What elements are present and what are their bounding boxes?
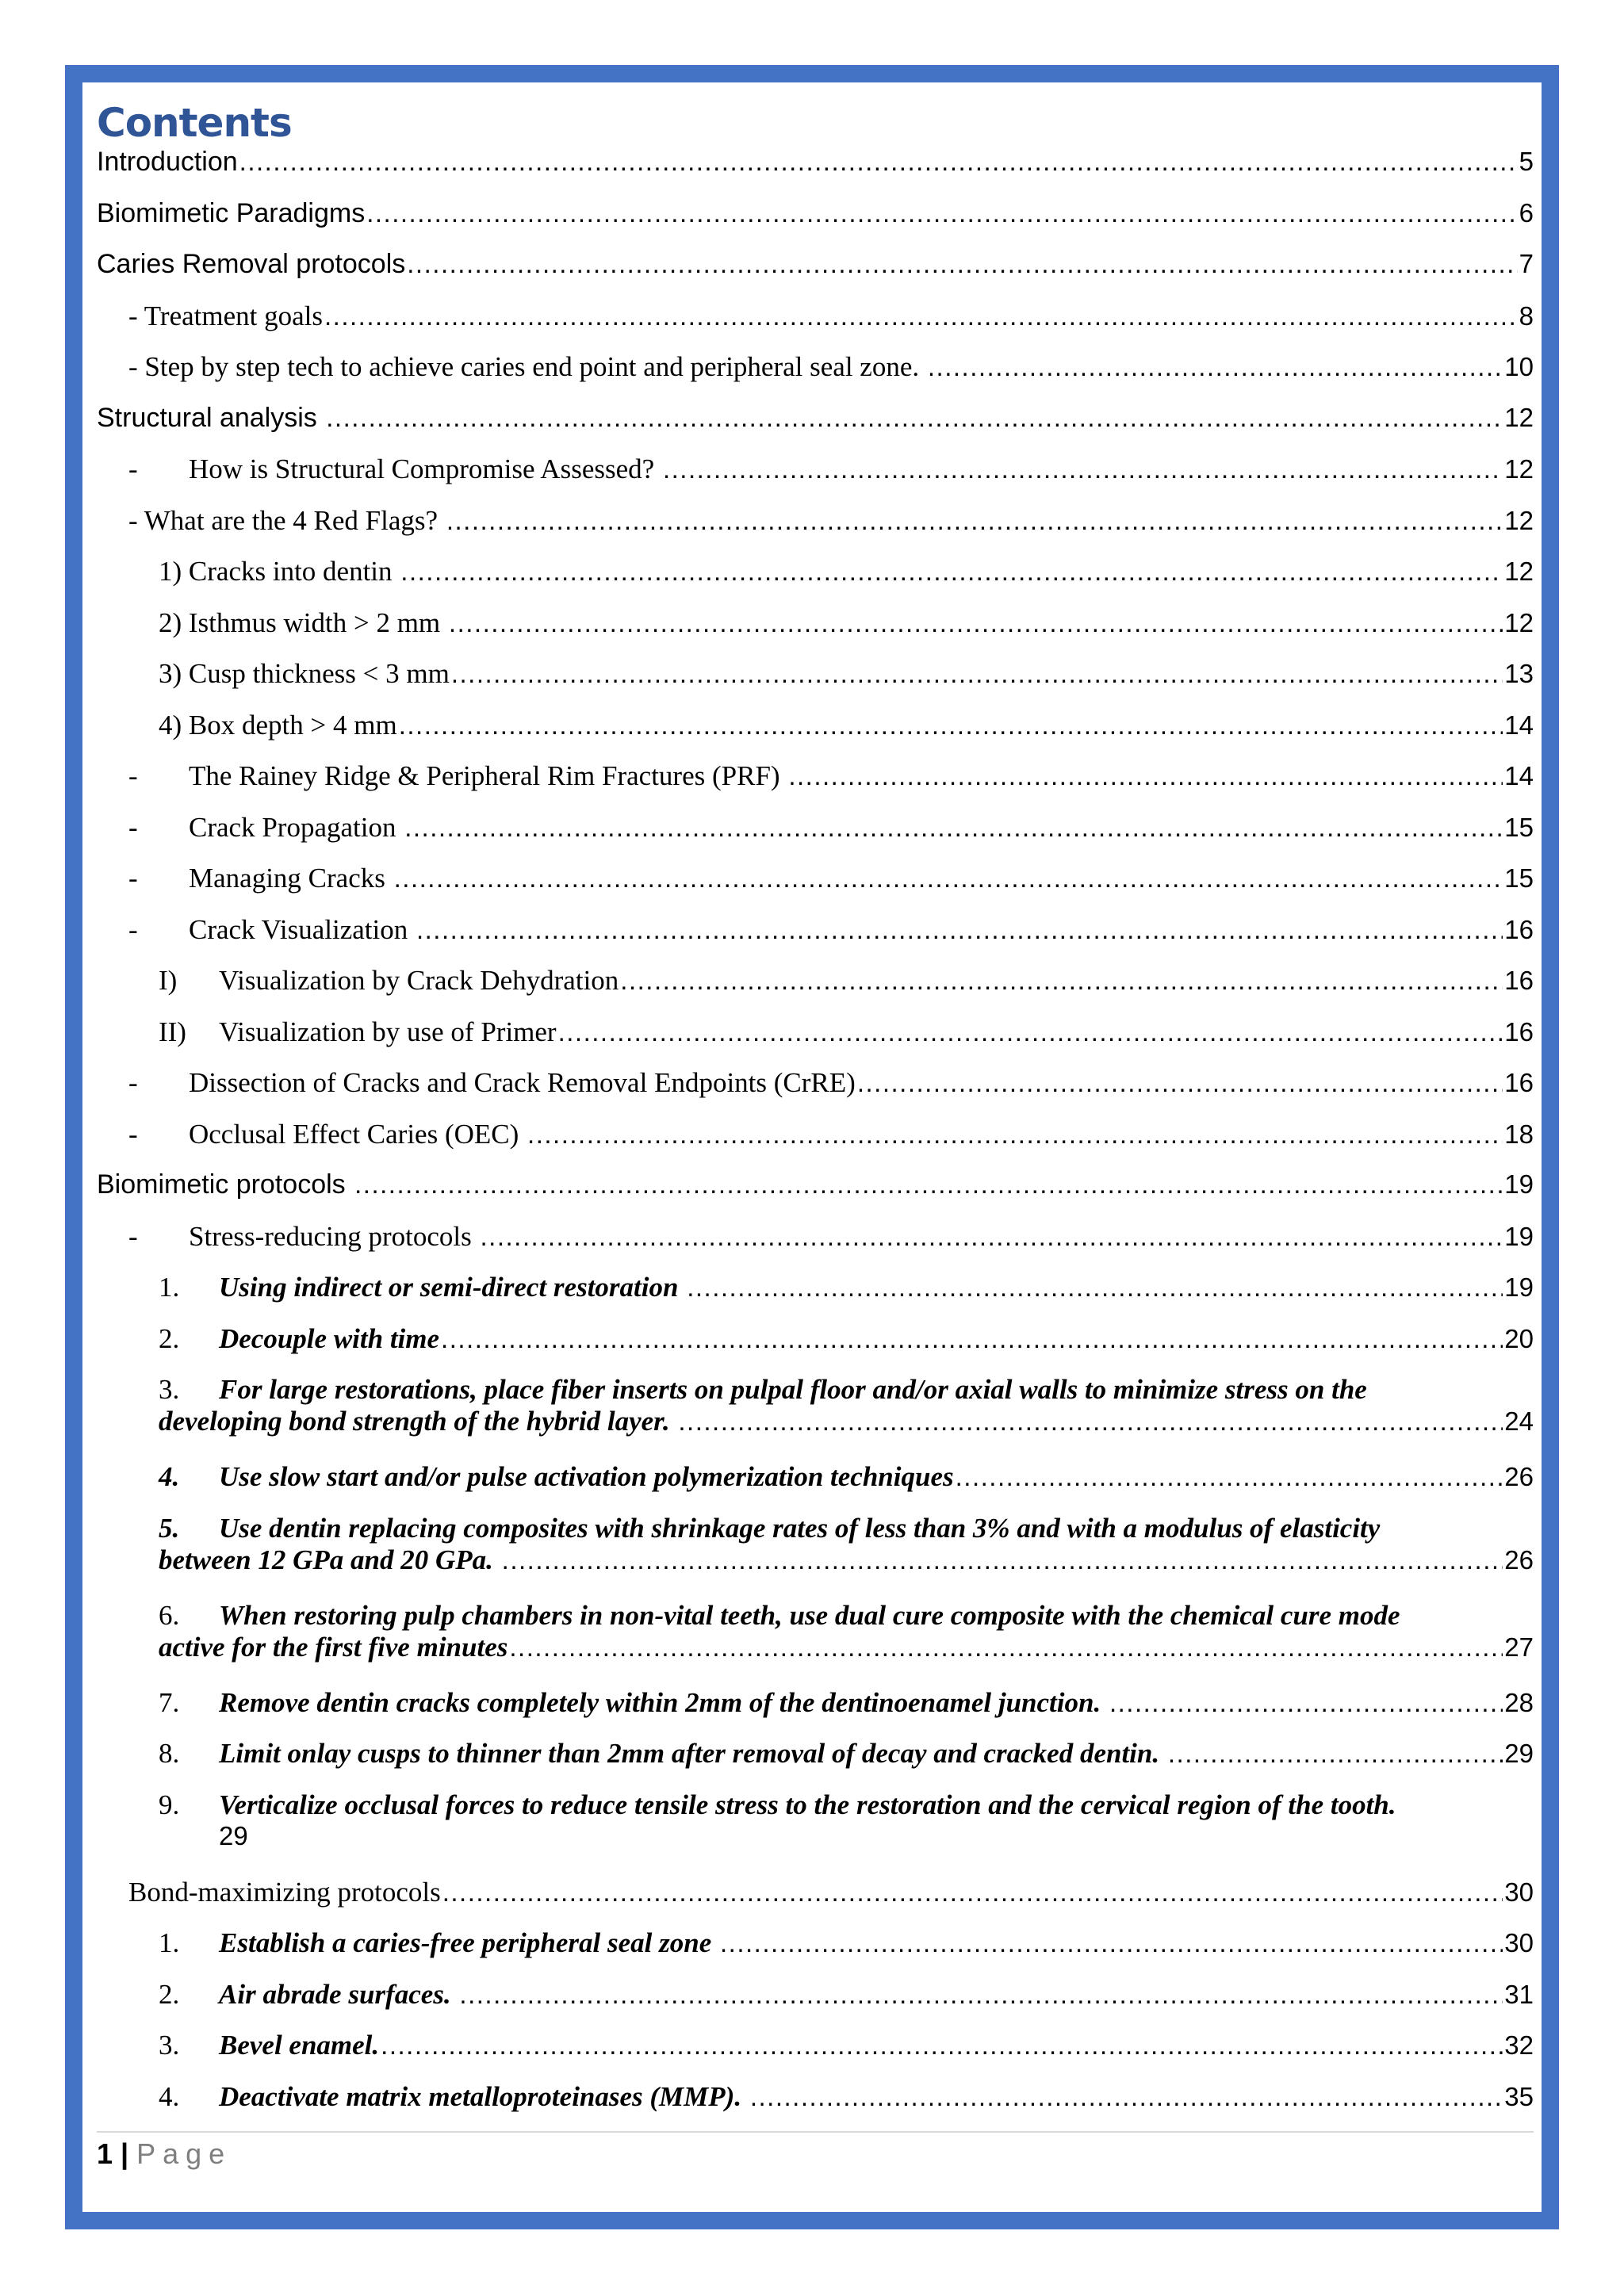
dot-leader: [400, 557, 1503, 587]
toc-entry-label: Crack Propagation: [189, 811, 404, 843]
toc-entry-prefix: 8.: [159, 1738, 180, 1769]
toc-entry-page: 16: [1504, 1068, 1534, 1097]
dot-leader: [239, 147, 1518, 177]
toc-entry-bond-maximizing[interactable]: [97, 1877, 1534, 1928]
toc-entry-page: 30: [1504, 1877, 1534, 1907]
toc-entry-prefix: 7.: [159, 1686, 180, 1718]
toc-entry-managing-cracks[interactable]: [97, 863, 1534, 914]
toc-entry-label: Deactivate matrix metalloproteinases (MMP).: [219, 2080, 749, 2112]
toc-entry-peripheral-seal-zone[interactable]: [97, 1927, 1534, 1979]
footer-separator: |: [113, 2137, 137, 2170]
toc-entry-label: Bevel enamel.: [219, 2030, 380, 2061]
toc-entry-label-continued: between 12 GPa and 20 GPa.: [159, 1544, 500, 1575]
toc-entry-page: 26: [1504, 1544, 1534, 1575]
toc-entry-label: Biomimetic Paradigms: [97, 197, 366, 228]
toc-entry-step-by-step[interactable]: [97, 351, 1534, 403]
toc-entry-label: - Step by step tech to achieve caries end point and peripheral seal zone.: [128, 351, 926, 382]
toc-entry-dissection[interactable]: [97, 1067, 1534, 1119]
toc-entry-label: How is Structural Compromise Assessed?: [189, 453, 661, 484]
dot-leader: [857, 1068, 1503, 1098]
toc-entry-prefix: 1.: [159, 1272, 180, 1303]
toc-entry-fiber-inserts[interactable]: [97, 1374, 1534, 1461]
toc-entry-page: 6: [1519, 197, 1534, 228]
toc-entry-label: For large restorations, place fiber inserts on pulpal floor and/or axial walls to minimize stress on the: [219, 1374, 1367, 1405]
toc-entry-prefix: 3.: [159, 2030, 180, 2061]
dot-leader: [416, 915, 1503, 945]
toc-entry-occlusal-effect[interactable]: [97, 1119, 1534, 1170]
dot-leader: [509, 1632, 1503, 1663]
toc-entry-limit-onlay-cusps[interactable]: [97, 1738, 1534, 1789]
toc-entry-prefix: -: [128, 863, 138, 894]
toc-entry-label: Caries Removal protocols: [97, 249, 406, 279]
toc-entry-prefix: 2.: [159, 1978, 180, 2010]
dot-leader: [1109, 1688, 1503, 1718]
toc-entry-label: Visualization by use of Primer: [219, 1016, 557, 1047]
toc-entry-page: 5: [1519, 147, 1534, 176]
toc-entry-prefix: 1.: [159, 1927, 180, 1958]
toc-entry-biomimetic-protocols[interactable]: [97, 1169, 1534, 1221]
toc-entry-prefix: 2.: [159, 1322, 180, 1354]
toc-entry-label: Using indirect or semi-direct restoration: [219, 1272, 686, 1303]
toc-entry-label: Crack Visualization: [189, 913, 415, 945]
dot-leader: [442, 1877, 1503, 1908]
dot-leader: [324, 301, 1518, 331]
toc-entry-label: Air abrade surfaces.: [219, 1978, 458, 2010]
dot-leader: [449, 608, 1503, 638]
toc-entry-page: 15: [1504, 863, 1534, 893]
toc-entry-bevel-enamel[interactable]: [97, 2030, 1534, 2081]
toc-entry-label: Introduction: [97, 147, 238, 177]
toc-entry-prefix: -: [128, 1220, 138, 1252]
dot-leader: [720, 1928, 1503, 1958]
page-footer: [97, 2131, 1534, 2171]
toc-entry-page: 32: [1504, 2030, 1534, 2060]
dot-leader: [502, 1545, 1503, 1575]
toc-entry-crack-dehydration[interactable]: [97, 965, 1534, 1016]
toc-entry-label: Occlusal Effect Caries (OEC): [189, 1118, 527, 1150]
toc-entry-cusp-thickness[interactable]: [97, 658, 1534, 710]
toc-entry-prefix: -: [128, 1118, 138, 1150]
toc-entry-page: 14: [1504, 761, 1534, 790]
toc-entry-prefix: 9.: [159, 1789, 180, 1820]
toc-entry-label: Verticalize occlusal forces to reduce tensile stress to the restoration and the cervical region of the tooth.: [219, 1789, 1396, 1820]
dot-leader: [366, 198, 1517, 228]
toc-entry-page: 16: [1504, 966, 1534, 995]
dot-leader: [326, 403, 1503, 433]
dot-leader: [446, 506, 1503, 536]
toc-entry-page: 18: [1504, 1119, 1534, 1149]
toc-entry-page: 28: [1504, 1687, 1534, 1717]
toc-entry-prefix: 5.: [159, 1512, 180, 1544]
toc-entry-label: Establish a caries-free peripheral seal zone: [219, 1927, 718, 1958]
toc-entry-box-depth[interactable]: [97, 710, 1534, 761]
dot-leader: [480, 1222, 1503, 1252]
contents-heading: Contents: [97, 100, 292, 146]
toc-entry-page: 16: [1504, 914, 1534, 944]
toc-entry-label: Structural analysis: [97, 402, 325, 433]
toc-entry-label-continued: developing bond strength of the hybrid layer.: [159, 1406, 677, 1437]
toc-entry-label: 4) Box depth > 4 mm: [159, 709, 397, 740]
toc-entry-page: 31: [1504, 1979, 1534, 2009]
toc-entry-label: Dissection of Cracks and Crack Removal Endpoints (CrRE): [189, 1067, 856, 1098]
toc-entry-label: Stress-reducing protocols: [189, 1220, 479, 1252]
dot-leader: [459, 1980, 1503, 2010]
dot-leader: [451, 659, 1503, 689]
toc-entry-air-abrade[interactable]: [97, 1979, 1534, 2030]
toc-entry-page: 12: [1504, 607, 1534, 637]
toc-entry-primer[interactable]: [97, 1016, 1534, 1068]
dot-leader: [678, 1406, 1503, 1437]
toc-entry-indirect-restoration[interactable]: [97, 1272, 1534, 1323]
dot-leader: [788, 761, 1503, 791]
toc-entry-isthmus-width[interactable]: [97, 607, 1534, 659]
toc-entry-label: Managing Cracks: [189, 863, 393, 894]
toc-entry-prefix: 4.: [159, 2080, 180, 2112]
dot-leader: [407, 249, 1517, 279]
dot-leader: [928, 352, 1503, 382]
toc-entry-label: Bond-maximizing protocols: [128, 1876, 441, 1908]
toc-entry-page: 29: [219, 1820, 248, 1850]
toc-entry-label: When restoring pulp chambers in non-vital teeth, use dual cure composite with the chemical cure mode: [219, 1599, 1400, 1631]
toc-entry-prefix: 6.: [159, 1599, 180, 1631]
toc-entry-biomimetic-paradigms[interactable]: [97, 198, 1534, 250]
toc-entry-label-continued: active for the first five minutes: [159, 1631, 508, 1663]
footer-page-label: Page: [136, 2137, 232, 2170]
dot-leader: [1168, 1739, 1503, 1769]
toc-entry-page: 14: [1504, 710, 1534, 740]
dot-leader: [956, 1462, 1503, 1492]
dot-leader: [663, 454, 1503, 484]
toc-entry-prefix: 4.: [159, 1461, 180, 1492]
toc-entry-structural-analysis[interactable]: [97, 403, 1534, 454]
toc-entry-prefix: -: [128, 811, 138, 843]
toc-entry-red-flags[interactable]: [97, 505, 1534, 557]
toc-entry-label: Remove dentin cracks completely within 2mm of the dentinoenamel junction.: [219, 1686, 1108, 1718]
toc-entry-page: 26: [1504, 1462, 1534, 1491]
toc-entry-page: 15: [1504, 812, 1534, 842]
toc-entry-page: 16: [1504, 1016, 1534, 1047]
toc-entry-label: Visualization by Crack Dehydration: [219, 965, 619, 996]
footer-page-number: 1: [97, 2137, 113, 2170]
toc-entry-introduction[interactable]: [97, 147, 1534, 198]
toc-entry-prefix: II): [159, 1016, 186, 1047]
toc-entry-stress-reducing[interactable]: [97, 1221, 1534, 1272]
toc-entry-page: 7: [1519, 249, 1534, 278]
toc-entry-prefix: 3.: [159, 1374, 180, 1405]
toc-entry-label: Use dentin replacing composites with shrinkage rates of less than 3% and with a modulus of elasticity: [219, 1512, 1381, 1544]
toc-entry-prefix: -: [128, 1067, 138, 1098]
toc-entry-dentin-composites[interactable]: [97, 1513, 1534, 1600]
toc-entry-page: 8: [1519, 300, 1534, 331]
toc-entry-page: 19: [1504, 1221, 1534, 1251]
toc-entry-pulp-chambers[interactable]: [97, 1600, 1534, 1687]
toc-entry-structural-compromise[interactable]: [97, 453, 1534, 505]
toc-entry-prefix: -: [128, 760, 138, 791]
toc-entry-remove-dentin-cracks[interactable]: [97, 1687, 1534, 1739]
toc-entry-label: Biomimetic protocols: [97, 1169, 354, 1200]
toc-entry-page: 12: [1504, 402, 1534, 432]
toc-entry-prefix: -: [128, 913, 138, 945]
toc-entry-page: 35: [1504, 2081, 1534, 2111]
dot-leader: [399, 710, 1503, 740]
toc-entry-page: 29: [1504, 1739, 1534, 1768]
toc-entry-rainey-ridge[interactable]: [97, 760, 1534, 812]
toc-entry-label: - Treatment goals: [128, 300, 323, 331]
toc-entry-crack-visualization[interactable]: [97, 914, 1534, 966]
toc-entry-page: 12: [1504, 505, 1534, 535]
dot-leader: [687, 1272, 1503, 1303]
dot-leader: [381, 2030, 1503, 2061]
toc-entry-page: 20: [1504, 1323, 1534, 1353]
toc-entry-label: 1) Cracks into dentin: [159, 556, 400, 587]
toc-entry-label: Decouple with time: [219, 1322, 440, 1354]
toc-entry-slow-start[interactable]: [97, 1461, 1534, 1513]
toc-entry-label: Use slow start and/or pulse activation polymerization techniques: [219, 1461, 954, 1492]
toc-entry-treatment-goals[interactable]: [97, 300, 1534, 352]
dot-leader: [558, 1017, 1503, 1047]
dot-leader: [750, 2082, 1503, 2112]
toc-entry-label: - What are the 4 Red Flags?: [128, 504, 445, 536]
toc-entry-caries-removal[interactable]: [97, 249, 1534, 300]
toc-entry-page: 19: [1504, 1169, 1534, 1199]
toc-entry-label: 3) Cusp thickness < 3 mm: [159, 658, 450, 689]
toc-entry-mmp[interactable]: [97, 2081, 1534, 2133]
dot-leader: [354, 1169, 1503, 1200]
dot-leader: [404, 813, 1503, 843]
toc-entry-page: 12: [1504, 557, 1534, 586]
toc-entry-label: Limit onlay cusps to thinner than 2mm after removal of decay and cracked dentin.: [219, 1738, 1166, 1769]
toc-entry-page: 13: [1504, 659, 1534, 688]
dot-leader: [394, 863, 1503, 894]
toc-entry-page: 19: [1504, 1272, 1534, 1302]
toc-entry-cracks-into-dentin[interactable]: [97, 556, 1534, 607]
toc-entry-page: 30: [1504, 1928, 1534, 1957]
dot-leader: [441, 1324, 1503, 1354]
dot-leader: [620, 966, 1503, 996]
toc-entry-crack-propagation[interactable]: [97, 812, 1534, 863]
toc-entry-decouple[interactable]: [97, 1323, 1534, 1375]
toc-entry-label: The Rainey Ridge & Peripheral Rim Fractures (PRF): [189, 760, 787, 791]
dot-leader: [527, 1119, 1503, 1150]
toc-entry-page: 27: [1504, 1632, 1534, 1662]
table-of-contents: [97, 99, 1534, 2132]
toc-entry-prefix: -: [128, 453, 138, 484]
toc-entry-verticalize-forces[interactable]: [97, 1789, 1534, 1877]
toc-entry-prefix: I): [159, 965, 178, 996]
toc-entry-page: 24: [1504, 1406, 1534, 1436]
toc-entry-page: 12: [1504, 454, 1534, 484]
toc-entry-page: 10: [1504, 352, 1534, 381]
toc-entry-label: 2) Isthmus width > 2 mm: [159, 607, 447, 638]
